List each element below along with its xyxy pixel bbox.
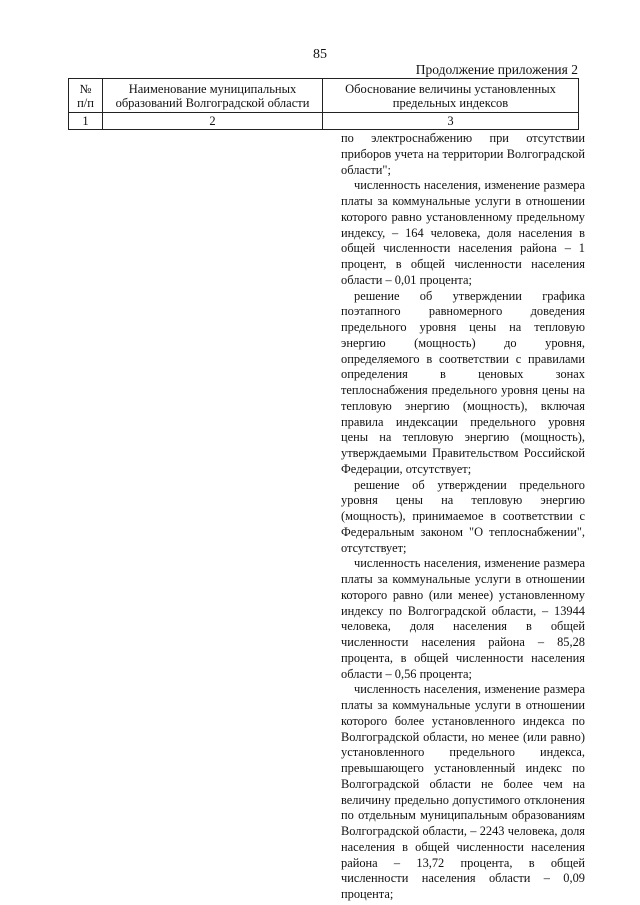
column-number-index: 1	[69, 113, 103, 130]
column-municipality-header-line-2: образований Волгоградской области	[115, 95, 310, 110]
column-justification-index: 3	[323, 113, 579, 130]
column-justification-header	[323, 79, 579, 113]
column-municipality-header-line-1: Наименование муниципальных	[128, 81, 297, 96]
paragraph-population-above-index: численность населения, изменение размера платы за коммунальные услуги в отношении которого более установленного индекса по Волгоградской области, но менее (или равно) установленного предельного индекса, превышающего установленный индекс по Волгоградской области не более чем на величину предельно допустимого отклонения по отдельным муниципальным образованиям Волгоградской области, – 2243 человека, доля населения в общей численности населения района – 13,72 процента, в общей численности населения области – 0,09 процента;	[341, 682, 585, 901]
header-table	[68, 78, 579, 130]
paragraph-heat-price-limit: решение об утверждении предельного уровня цены на тепловую энергию (мощность), принимаемое в соответствии с Федеральным законом "О теплоснабжении", отсутствует;	[341, 477, 585, 555]
column-municipality-header	[103, 79, 323, 113]
column-number-header	[69, 79, 103, 113]
column-justification-header-line-2: предельных индексов	[392, 95, 509, 110]
column-municipality-index: 2	[103, 113, 323, 130]
column-number-header-line-2: п/п	[77, 95, 94, 110]
column-justification-header-line-1: Обоснование величины установленных	[345, 81, 556, 96]
paragraph-electricity-meters: по электроснабжению при отсутствии приборов учета на территории Волгоградской области";	[341, 131, 585, 177]
paragraph-population-equal-limit: численность населения, изменение размера платы за коммунальные услуги в отношении которого равно установленному предельному индексу, – 164 человека, доля населения в общей численности населения района – 1 процент, в общей численности населения области – 0,01 процента;	[341, 178, 585, 287]
header-numbers-row	[69, 113, 579, 130]
header-titles-row	[69, 79, 579, 113]
page-number: 85	[313, 47, 327, 62]
paragraph-heat-price-schedule: решение об утверждении графика поэтапного равномерного доведения предельного уровня цены на тепловую энергию (мощность) до уровня, определяемого в соответствии с правилами определения в ценовых зонах теплоснабжения предельного уровня цены на тепловую энергию (мощность), включая правила индексации предельного уровня цены на тепловую энергию (мощность), утверждаемыми Правительством Российской Федерации, отсутствует;	[341, 288, 585, 476]
paragraph-population-equal-or-less-index: численность населения, изменение размера платы за коммунальные услуги в отношении которого равно (или менее) установленному индексу по Волгоградской области, – 13944 человека, доля населения в общей численности населения района – 85,28 процента, в общей численности населения области – 0,56 процента;	[341, 556, 585, 681]
justification-text	[341, 131, 585, 903]
column-number-header-line-1: №	[79, 81, 92, 96]
continuation-label: Продолжение приложения 2	[415, 62, 578, 77]
